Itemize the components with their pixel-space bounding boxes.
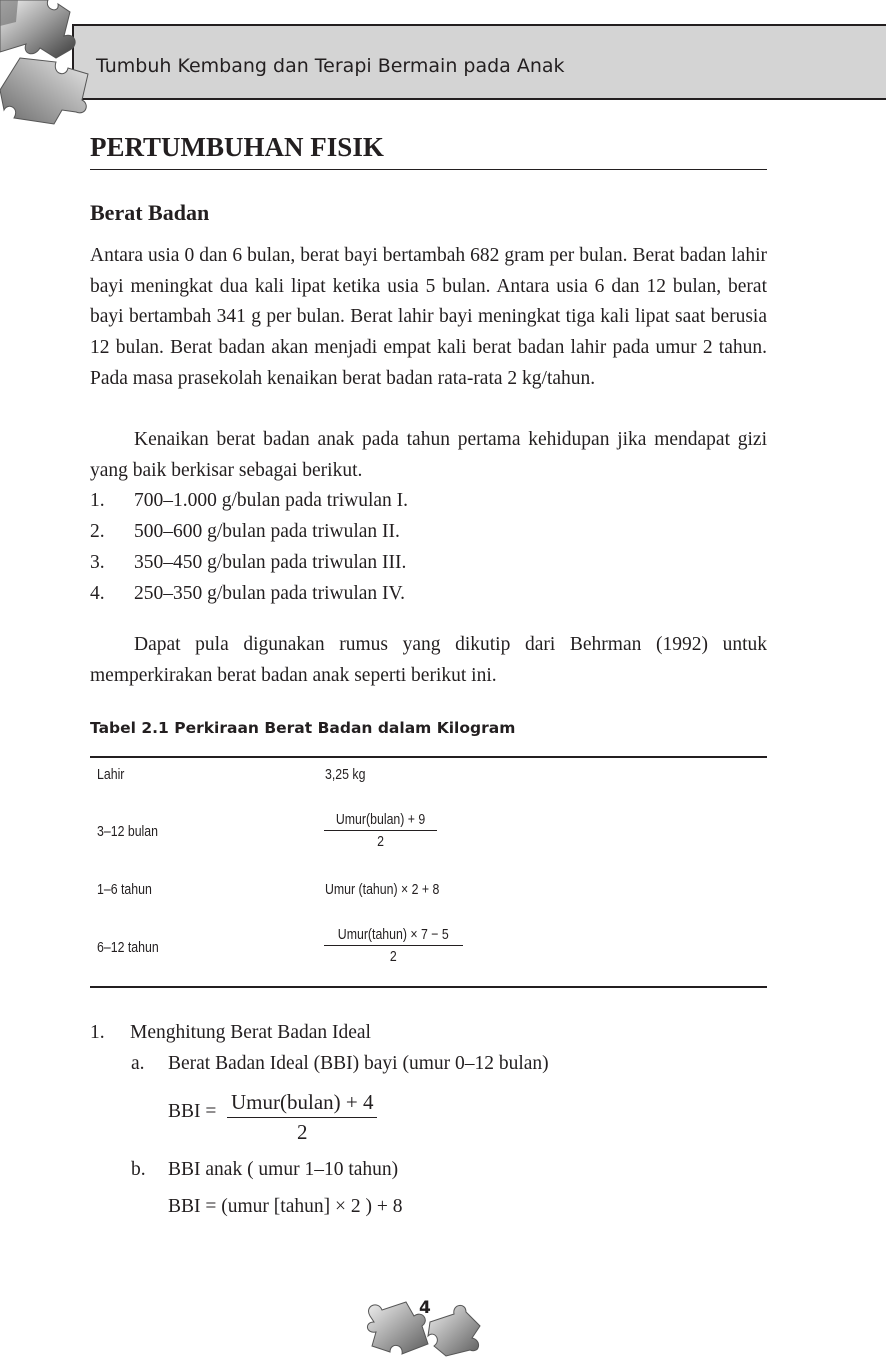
puzzle-pieces-icon xyxy=(0,0,100,125)
sub-item-b-label: b. xyxy=(131,1159,146,1180)
sub-item-a-text: Berat Badan Ideal (BBI) bayi (umur 0–12 bulan) xyxy=(168,1053,549,1074)
formula-a-fraction xyxy=(227,1090,377,1145)
table-bottom-rule xyxy=(90,986,767,988)
fraction-bar xyxy=(324,830,437,831)
table-cell-age: 3–12 bulan xyxy=(97,824,159,840)
list-text: 500–600 g/bulan pada triwulan II. xyxy=(134,521,400,542)
list-number: 4. xyxy=(90,583,105,604)
running-title: Tumbuh Kembang dan Terapi Bermain pada Anak xyxy=(96,55,565,77)
table-caption: Tabel 2.1 Perkiraan Berat Badan dalam Kilogram xyxy=(90,719,516,737)
paragraph-3: Dapat pula digunakan rumus yang dikutip dari Behrman (1992) untuk memperkirakan berat badan anak seperti berikut ini. xyxy=(90,634,767,686)
fraction-denominator: 2 xyxy=(296,1120,308,1144)
fraction-denominator: 2 xyxy=(389,949,397,965)
table-top-rule xyxy=(90,756,767,758)
section-title: Berat Badan xyxy=(90,200,210,225)
table-cell-fraction xyxy=(324,812,437,850)
fraction-bar xyxy=(324,945,463,946)
list-number: 2. xyxy=(90,521,105,542)
fraction-bar xyxy=(227,1117,377,1118)
ideal-heading: Menghitung Berat Badan Ideal xyxy=(130,1022,371,1043)
table-cell-value: 3,25 kg xyxy=(325,767,366,783)
fraction-numerator: Umur(tahun) × 7 − 5 xyxy=(337,927,449,943)
table-cell-age: 6–12 tahun xyxy=(97,940,159,956)
list-number: 1. xyxy=(90,490,105,511)
title-divider xyxy=(90,169,767,170)
paragraph-1: Antara usia 0 dan 6 bulan, berat bayi bertambah 682 gram per bulan. Berat badan lahir bayi meningkat dua kali lipat ketika usia 5 bulan. Antara usia 6 dan 12 bulan, berat bayi bertambah 341 g per bulan. Berat lahir bayi meningkat tiga kali lipat saat berusia 12 bulan. Berat badan akan menjadi empat kali berat badan lahir pada umur 2 tahun. Pada masa prasekolah kenaikan berat badan rata-rata 2 kg/tahun. xyxy=(90,245,767,389)
table-cell-age: Lahir xyxy=(97,767,125,783)
sub-item-a-label: a. xyxy=(131,1053,145,1074)
fraction-numerator: Umur(bulan) + 4 xyxy=(231,1090,374,1114)
sub-item-b-text: BBI anak ( umur 1–10 tahun) xyxy=(168,1159,399,1180)
table-cell-age: 1–6 tahun xyxy=(97,882,152,898)
list-number: 3. xyxy=(90,552,105,573)
chapter-title: PERTUMBUHAN FISIK xyxy=(90,132,384,162)
fraction-denominator: 2 xyxy=(377,834,385,850)
ideal-heading-number: 1. xyxy=(90,1022,105,1043)
formula-b: BBI = (umur [tahun] × 2 ) + 8 xyxy=(168,1196,403,1217)
list-text: 250–350 g/bulan pada triwulan IV. xyxy=(134,583,405,604)
paragraph-2: Kenaikan berat badan anak pada tahun pertama kehidupan jika mendapat gizi yang baik berkisar sebagai berikut. xyxy=(90,429,767,481)
table-cell-fraction xyxy=(324,927,463,965)
page-number: 4 xyxy=(419,1298,431,1318)
list-text: 350–450 g/bulan pada triwulan III. xyxy=(134,552,407,573)
fraction-numerator: Umur(bulan) + 9 xyxy=(335,812,426,828)
table-cell-value: Umur (tahun) × 2 + 8 xyxy=(325,882,440,898)
formula-a-lhs: BBI = xyxy=(168,1101,217,1122)
list-text: 700–1.000 g/bulan pada triwulan I. xyxy=(134,490,409,511)
